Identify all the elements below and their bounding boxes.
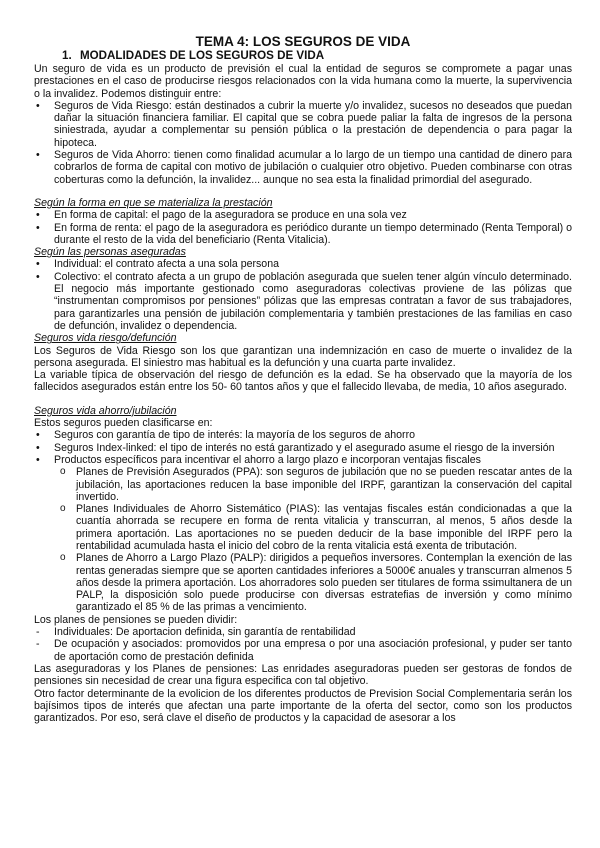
- list-item: • En forma de renta: el pago de la aseguradora es periódico durante un tiempo determinado (Renta Temporal) o durante el resto de la vida del beneficiario (Renta Vitalicia).: [34, 222, 572, 247]
- section-subtitle: [62, 49, 572, 62]
- list-item: • Individual: el contrato afecta a una sola persona: [34, 258, 572, 270]
- list-item: • Seguros de Vida Ahorro: tienen como finalidad acumular a lo largo de un tiempo una cantidad de dinero para cobrarlos de forma de capital con motivo de jubilación o cualquier otro objetivo. Pueden combinarse con otras coberturas como la defunción, la invalidez... aunque no sea esta la finalidad primordial del asegurado.: [34, 149, 572, 186]
- intro-paragraph: Un seguro de vida es un producto de previsión el cual la entidad de seguros se compromete a pagar unas prestaciones en el caso de producirse riesgos relacionados con la vida humana como la muerte, la supervivencia o la invalidez. Podemos distinguir entre:: [34, 63, 572, 100]
- pensiones-dash-list: [34, 626, 572, 663]
- spacer: [34, 394, 572, 405]
- pensiones-paragraph-1: Las aseguradoras y los Planes de pensiones: Las enridades aseguradoras pueden ser gestoras de fondos de pensiones sin necesidad de crear una figura especifica con tal objetivo.: [34, 662, 572, 688]
- list-item: • Seguros de Vida Riesgo: están destinados a cubrir la muerte y/o invalidez, sucesos no deseados que puedan dañar la situación financiera familiar. El capital que se cobra puede paliar la falta de ingresos de la persona siniestrada, ayudar a complementar su pensión pública o la prestación de dependencia o para pagar la hipoteca.: [34, 100, 572, 149]
- riesgo-paragraph-2: La variable típica de observación del riesgo de defunción es la edad. Se ha observado que la mayoría de los fallecidos asegurados están entre los 50- 60 tantos años y que el fallecido llevaba, de media, 10 años asegurado.: [34, 369, 572, 394]
- section-heading-riesgo: Seguros vida riesgo/defunción: [34, 332, 177, 345]
- subtitle-text: MODALIDADES DE LOS SEGUROS DE VIDA: [80, 49, 325, 62]
- riesgo-paragraph-1: Los Seguros de Vida Riesgo son los que garantizan una indemnización en caso de muerte o invalidez de la persona asegurada. El siniestro mas habitual es la defunción y una cuarta parte invalidez.: [34, 344, 572, 369]
- subtitle-number: 1.: [62, 49, 72, 62]
- list-item: • Seguros con garantía de tipo de interés: la mayoría de los seguros de ahorro: [34, 429, 572, 441]
- sub-list-item: o Planes Individuales de Ahorro Sistemático (PIAS): las ventajas fiscales están condicionadas a que la cuantía ahorrada se recupere en forma de renta vitalicia y transcurran, al menos, 5 años desde la primera aportación. Las aportaciones no se pueden deducir de la base imponible del IRPF pero la rentabilidad acumulada hasta el inicio del cobro de la renta vitalicia está exenta de tributación.: [54, 503, 572, 552]
- ahorro-bullet-list: [34, 429, 572, 466]
- pensiones-intro: Los planes de pensiones se pueden dividir:: [34, 613, 238, 626]
- ahorro-sub-list: [54, 466, 572, 614]
- section-heading-ahorro: Seguros vida ahorro/jubilación: [34, 404, 177, 417]
- intro-bullet-list: [34, 100, 572, 186]
- list-item: - Individuales: De aportacion definida, sin garantía de rentabilidad: [34, 626, 572, 638]
- pensiones-paragraph-2: Otro factor determinante de la evolicion de los diferentes productos de Prevision Social Complementaria serán los bajísimos tipos de interés que afectan una parte importante de la oferta del sector, como son los productos garantizados. Por eso, será clave el diseño de productos y la capacidad de asesorar a los: [34, 687, 572, 725]
- forma-bullet-list: [34, 209, 572, 246]
- ahorro-intro: Estos seguros pueden clasificarse en:: [34, 417, 213, 430]
- section-heading-personas: Según las personas aseguradas: [34, 246, 186, 259]
- list-item: • Productos específicos para incentivar el ahorro a largo plazo e incorporan ventajas fiscales: [34, 454, 572, 466]
- section-heading-forma: Según la forma en que se materializa la prestación: [34, 196, 273, 209]
- sub-list-item: o Planes de Previsión Asegurados (PPA): son seguros de jubilación que no se pueden rescatar antes de la jubilación, las aportaciones reducen la base imponible del IRPF, garantizan la conservación del capital invertido.: [54, 466, 572, 503]
- list-item: • Colectivo: el contrato afecta a un grupo de población asegurada que suelen tener algún vínculo determinado. El negocio más importante gestionado como aseguradoras colectivas proviene de las pólizas que “instrumentan compromisos por pensiones” pólizas que las empresas contratan a favor de sus trabajadores, para garantizarles una pensión de jubilación complementaria y también prestaciones de las familias en caso de defunción, invalidez o dependencia.: [34, 271, 572, 332]
- list-item: • Seguros Index-linked: el tipo de interés no está garantizado y el asegurado asume el riesgo de la inversión: [34, 442, 572, 454]
- spacer: [34, 186, 572, 197]
- list-item: - De ocupación y asociados: promovidos por una empresa o por una asociación profesional, y puder ser tanto de aportación como de prestación definida: [34, 638, 572, 663]
- list-item: • En forma de capital: el pago de la aseguradora se produce en una sola vez: [34, 209, 572, 221]
- sub-list-item: o Planes de Ahorro a Largo Plazo (PALP): dirigidos a pequeños inversores. Contemplan la exención de las rentas generadas siempre que se aporten cantidades inferiores a 5000€ anuales y transcurran almenos 5 años desde la primera aportación. Los ahorradores solo pueden ser titulares de forma ssimultanera de un PALP, la disposición solo puede producirse con diversas estratefias de inversión y como mínimo garantizado el 85 % de las primas a vencimiento.: [54, 552, 572, 613]
- personas-bullet-list: [34, 258, 572, 332]
- document-title: TEMA 4: LOS SEGUROS DE VIDA: [195, 34, 411, 49]
